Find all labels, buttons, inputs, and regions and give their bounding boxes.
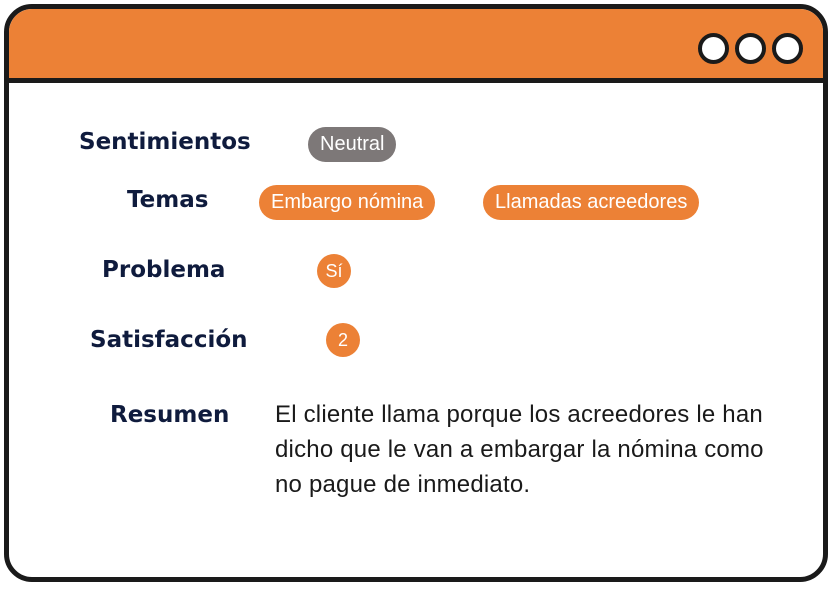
title-bar [9, 9, 823, 83]
problem-badge: Sí [317, 254, 351, 288]
satisfaction-score-badge: 2 [326, 323, 360, 357]
summary-text: El cliente llama porque los acreedores le han dicho que le van a embargar la nómina como no pague de inmediato. [275, 401, 764, 498]
window-controls [698, 33, 803, 64]
topic-tag: Embargo nómina [259, 185, 435, 220]
window-control-circle-icon[interactable] [735, 33, 766, 64]
app-window [4, 4, 828, 582]
temas-label: Temas [127, 187, 209, 213]
topic-tag: Llamadas acreedores [483, 185, 699, 220]
window-control-circle-icon[interactable] [772, 33, 803, 64]
problema-label: Problema [102, 257, 226, 283]
sentimientos-label: Sentimientos [79, 129, 251, 155]
sentiment-badge: Neutral [308, 127, 396, 162]
satisfaccion-label: Satisfacción [90, 327, 248, 353]
resumen-label: Resumen [110, 402, 230, 428]
window-control-circle-icon[interactable] [698, 33, 729, 64]
